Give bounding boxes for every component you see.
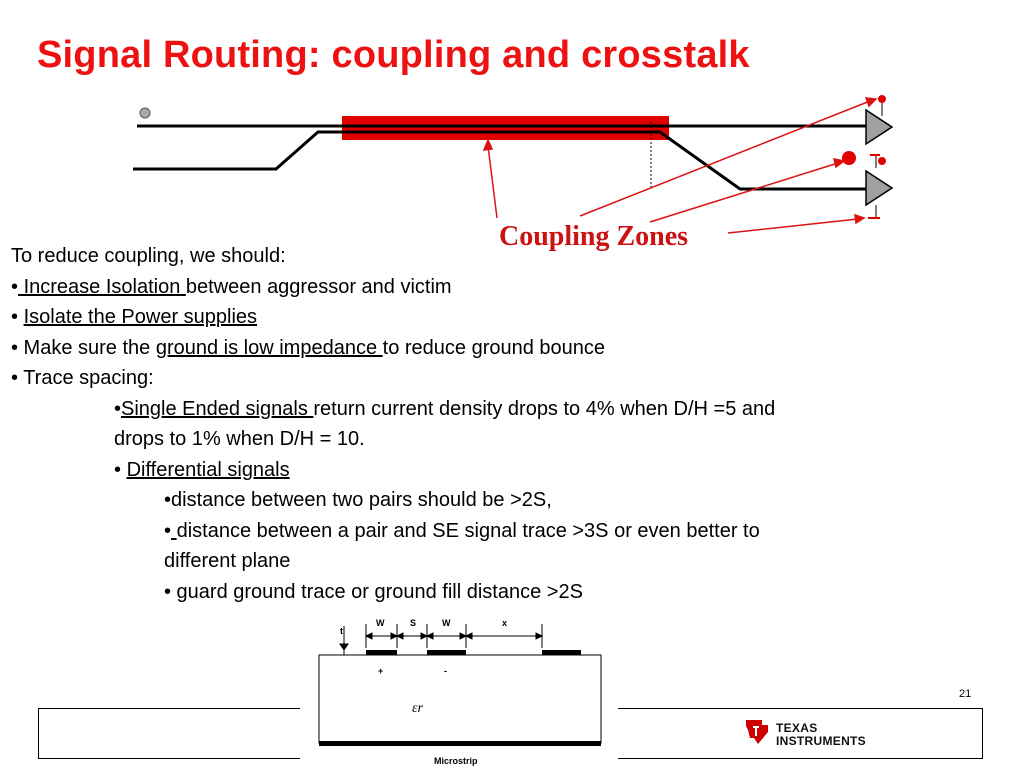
label-er: εr: [412, 701, 423, 716]
bullet-dot: •: [11, 306, 19, 328]
bullet-text: return current density drops to 4% when D/H =5 and: [313, 397, 776, 420]
substrate: [319, 655, 601, 743]
term-dot-1: [878, 95, 886, 103]
label-w1: W: [376, 618, 385, 628]
bullet-dot: •: [114, 458, 122, 481]
isolate-power-link: Isolate the Power supplies: [23, 306, 258, 328]
trace-se: [542, 650, 581, 655]
sub-sub-bullet-se-trace: [11, 516, 1011, 547]
bullet-dot: •: [11, 275, 19, 298]
label-plus: +: [378, 666, 384, 676]
arrow-line-1: [488, 146, 497, 218]
bullet-text: to reduce ground bounce: [382, 336, 606, 359]
single-ended-link: Single Ended signals: [121, 397, 314, 420]
coupling-point-dot: [842, 151, 856, 165]
term-dot-2: [878, 157, 886, 165]
ground-plane: [319, 741, 601, 746]
victim-trace: [133, 132, 866, 189]
bullet-text: distance between a pair and SE signal trace >3S or even better to: [176, 519, 760, 542]
bullet-text: between aggressor and victim: [185, 275, 452, 298]
source-node: [140, 108, 150, 118]
bullet-list: [11, 241, 1011, 607]
arrow-head-4: [855, 215, 864, 223]
coupling-diagram: [0, 0, 1024, 240]
dim-arrowhead: [466, 633, 472, 639]
trace-plus: [366, 650, 397, 655]
dim-t-arrow-top: [340, 644, 348, 650]
page-number: 21: [959, 688, 972, 700]
sub-sub-bullet-guard: • guard ground trace or ground fill distance >2S: [164, 580, 583, 603]
slide-title: Signal Routing: coupling and crosstalk: [37, 34, 750, 76]
increase-isolation-link: Increase Isolation: [18, 275, 186, 298]
aggressor-receiver-buffer: [866, 110, 892, 144]
trace-minus: [427, 650, 466, 655]
label-s: S: [410, 618, 417, 628]
sub-bullet-single-ended: [11, 394, 1011, 425]
bullet-isolate-power: [11, 302, 1011, 333]
arrow-line-3: [650, 163, 838, 222]
label-minus: -: [444, 666, 447, 676]
bullet-dot: •: [114, 397, 122, 420]
dim-arrowhead: [427, 633, 433, 639]
differential-link: Differential signals: [126, 458, 290, 481]
ti-logo-icon: [742, 716, 772, 746]
intro-line: To reduce coupling, we should:: [11, 245, 286, 267]
dim-arrowhead: [536, 633, 542, 639]
sub-bullet-differential: [11, 455, 1011, 486]
sub-bullet-single-ended-cont: drops to 1% when D/H = 10.: [114, 428, 365, 450]
arrow-head-1: [484, 140, 492, 150]
arrow-line-4: [728, 219, 858, 233]
coupling-zone-band: [342, 116, 669, 140]
bullet-text: • Make sure the: [11, 336, 156, 359]
microstrip-caption: Microstrip: [434, 756, 478, 766]
microstrip-figure: [300, 612, 618, 768]
coupling-zones-label: Coupling Zones: [499, 221, 689, 252]
bullet-increase-isolation: [11, 272, 1011, 303]
bullet-ground-impedance: [11, 333, 1011, 364]
bullet-dot: •: [164, 519, 172, 542]
arrow-head-3: [834, 159, 844, 167]
ti-wordmark-line1: TEXAS: [776, 721, 818, 735]
bullet-trace-spacing: • Trace spacing:: [11, 367, 154, 389]
dim-arrowhead: [397, 633, 403, 639]
label-t: t: [340, 626, 343, 636]
dim-arrowhead: [366, 633, 372, 639]
ground-impedance-link: ground is low impedance: [155, 336, 383, 359]
sub-sub-bullet-se-trace-cont: different plane: [164, 550, 291, 572]
arrow-head-2: [866, 98, 876, 106]
sub-sub-bullet-pairs: •distance between two pairs should be >2S,: [164, 489, 552, 511]
ti-wordmark: [776, 722, 866, 748]
label-x: x: [502, 618, 508, 628]
ti-wordmark-line2: INSTRUMENTS: [776, 734, 866, 748]
victim-receiver-buffer: [866, 171, 892, 205]
label-w2: W: [442, 618, 451, 628]
